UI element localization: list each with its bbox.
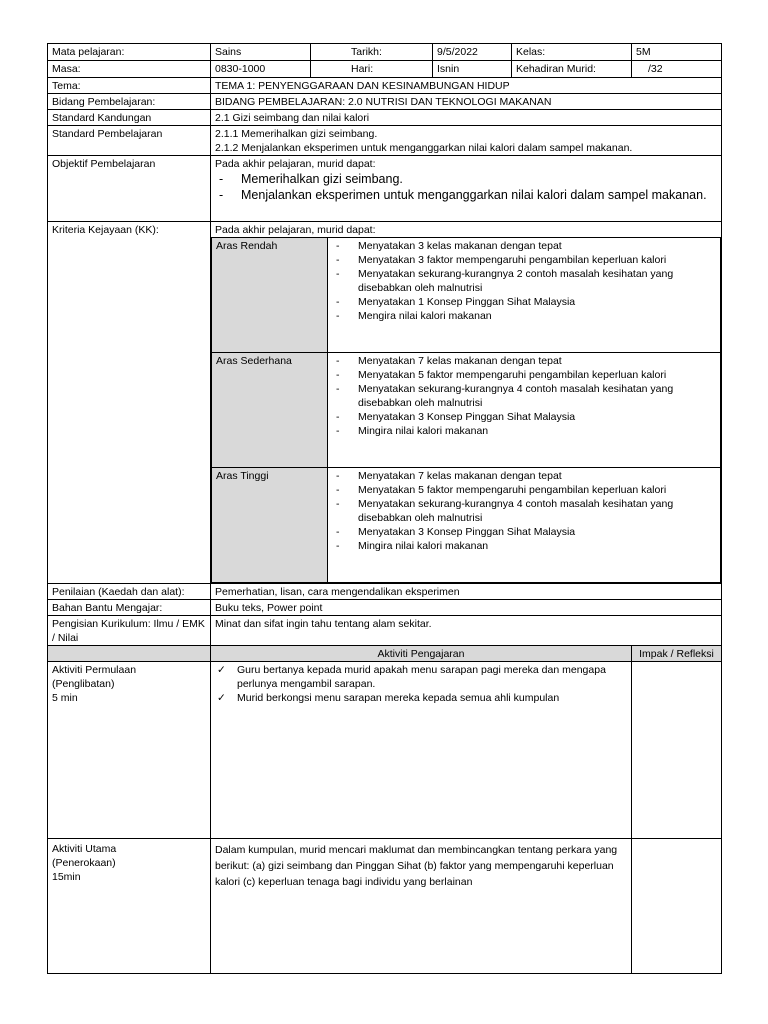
level-name: Aras Sederhana: [212, 353, 328, 468]
row-time: [48, 61, 722, 78]
row-learning-standard: [48, 126, 722, 156]
class-label: Kelas:: [512, 44, 632, 61]
field-value: BIDANG PEMBELAJARAN: 2.0 NUTRISI DAN TEKNOLOGI MAKANAN: [211, 94, 722, 110]
row-criteria: [48, 222, 722, 584]
list-item: - Mingira nilai kalori makanan: [336, 540, 489, 552]
main-activity-label: Aktiviti Utama (Penerokaan) 15min: [48, 839, 211, 974]
level-row: [212, 238, 721, 353]
check-icon: ✓: [217, 664, 226, 676]
list-item: - Menjalankan eksperimen untuk menganggarkan nilai kalori dalam sampel makanan.: [215, 187, 717, 203]
dash-marker: -: [219, 172, 224, 186]
row-assessment: [48, 584, 722, 600]
criteria-value: [211, 222, 722, 584]
list-item: - Menyatakan 5 faktor mempengaruhi pengambilan keperluan kalori: [336, 369, 667, 381]
list-item: - Menyatakan 3 faktor mempengaruhi pengambilan keperluan kalori: [336, 254, 667, 266]
class-value: 5M: [632, 44, 722, 61]
list-item: - Menyatakan 3 Konsep Pinggan Sihat Malaysia: [336, 411, 576, 423]
list-item: - Menyatakan 7 kelas makanan dengan tepat: [336, 355, 562, 367]
list-item: - Mengira nilai kalori makanan: [336, 310, 492, 322]
level-name: Aras Rendah: [212, 238, 328, 353]
subject-value: Sains: [211, 44, 311, 61]
list-item: - Menyatakan 1 Konsep Pinggan Sihat Malaysia: [336, 296, 576, 308]
intro-activity-content: [211, 662, 632, 839]
level-items: [328, 353, 721, 468]
activities-header-row: [48, 646, 722, 662]
list-item: - Menyatakan 7 kelas makanan dengan tepat: [336, 470, 562, 482]
row-objective: [48, 156, 722, 222]
main-impact: [632, 839, 722, 974]
aids-value: Buku teks, Power point: [211, 600, 722, 616]
row-aids: [48, 600, 722, 616]
row-main-activity: [48, 839, 722, 974]
infusion-label: Pengisian Kurikulum: Ilmu / EMK / Nilai: [48, 616, 211, 646]
list-item: - Menyatakan 5 faktor mempengaruhi pengambilan keperluan kalori: [336, 484, 667, 496]
learning-standard-label: Standard Pembelajaran: [48, 126, 211, 156]
date-label: Tarikh:: [311, 44, 433, 61]
main-activity-content: Dalam kumpulan, murid mencari maklumat dan membincangkan tentang perkara yang berikut: (a) gizi seimbang dan Pinggan Sihat (b) faktor yang mempengaruhi keperluan kalori (c) keperluan tenaga bagi individu yang berlainan: [211, 839, 632, 974]
check-icon: ✓: [217, 692, 226, 704]
row-content-standard: [48, 110, 722, 126]
list-item: - Menyatakan sekurang-kurangnya 4 contoh masalah kesihatan yang disebabkan oleh malnutrisi: [336, 383, 674, 409]
field-label: Bidang Pembelajaran:: [48, 94, 211, 110]
day-label: Hari:: [311, 61, 433, 78]
learning-standard-2: 2.1.2 Menjalankan eksperimen untuk menganggarkan nilai kalori dalam sampel makanan.: [215, 142, 633, 154]
list-item: - Menyatakan 3 Konsep Pinggan Sihat Malaysia: [336, 526, 576, 538]
row-infusion: [48, 616, 722, 646]
impact-header: Impak / Refleksi: [632, 646, 722, 662]
list-item: - Menyatakan sekurang-kurangnya 4 contoh masalah kesihatan yang disebabkan oleh malnutrisi: [336, 498, 674, 524]
row-field: [48, 94, 722, 110]
list-item: - Menyatakan sekurang-kurangnya 2 contoh masalah kesihatan yang disebabkan oleh malnutrisi: [336, 268, 674, 294]
list-item: - Mingira nilai kalori makanan: [336, 425, 489, 437]
intro-impact: [632, 662, 722, 839]
list-item: ✓ Murid berkongsi menu sarapan mereka kepada semua ahli kumpulan: [217, 692, 560, 704]
level-items: [328, 238, 721, 353]
assessment-label: Penilaian (Kaedah dan alat):: [48, 584, 211, 600]
level-row: [212, 468, 721, 583]
row-subject: [48, 44, 722, 61]
dash-marker: -: [219, 188, 224, 202]
content-standard-value: 2.1 Gizi seimbang dan nilai kalori: [211, 110, 722, 126]
theme-value: TEMA 1: PENYENGGARAAN DAN KESINAMBUNGAN HIDUP: [211, 78, 722, 94]
level-name: Aras Tinggi: [212, 468, 328, 583]
time-label: Masa:: [48, 61, 211, 78]
row-theme: [48, 78, 722, 94]
row-intro-activity: [48, 662, 722, 839]
date-value: 9/5/2022: [433, 44, 512, 61]
lesson-plan-table: [47, 43, 722, 974]
criteria-levels-table: [211, 237, 721, 583]
theme-label: Tema:: [48, 78, 211, 94]
attendance-value: /32: [632, 61, 722, 78]
learning-standard-1: 2.1.1 Memerihalkan gizi seimbang.: [215, 128, 378, 140]
activities-header: Aktiviti Pengajaran: [211, 646, 632, 662]
intro-activity-label: Aktiviti Permulaan (Penglibatan) 5 min: [48, 662, 211, 839]
subject-label: Mata pelajaran:: [48, 44, 211, 61]
infusion-value: Minat dan sifat ingin tahu tentang alam sekitar.: [211, 616, 722, 646]
time-value: 0830-1000: [211, 61, 311, 78]
day-value: Isnin: [433, 61, 512, 78]
activities-header-spacer: [48, 646, 211, 662]
level-items: [328, 468, 721, 583]
aids-label: Bahan Bantu Mengajar:: [48, 600, 211, 616]
criteria-label: Kriteria Kejayaan (KK):: [48, 222, 211, 584]
assessment-value: Pemerhatian, lisan, cara mengendalikan eksperimen: [211, 584, 722, 600]
level-row: [212, 353, 721, 468]
list-item: - Memerihalkan gizi seimbang.: [215, 171, 717, 187]
attendance-label: Kehadiran Murid:: [512, 61, 632, 78]
objective-intro: Pada akhir pelajaran, murid dapat:: [215, 158, 376, 170]
objective-value: [211, 156, 722, 222]
list-item: - Menyatakan 3 kelas makanan dengan tepat: [336, 240, 562, 252]
criteria-intro: Pada akhir pelajaran, murid dapat:: [215, 224, 376, 236]
learning-standard-value: [211, 126, 722, 156]
content-standard-label: Standard Kandungan: [48, 110, 211, 126]
objective-label: Objektif Pembelajaran: [48, 156, 211, 222]
list-item: ✓ Guru bertanya kepada murid apakah menu sarapan pagi mereka dan mengapa perlunya mengambil sarapan.: [217, 664, 606, 690]
